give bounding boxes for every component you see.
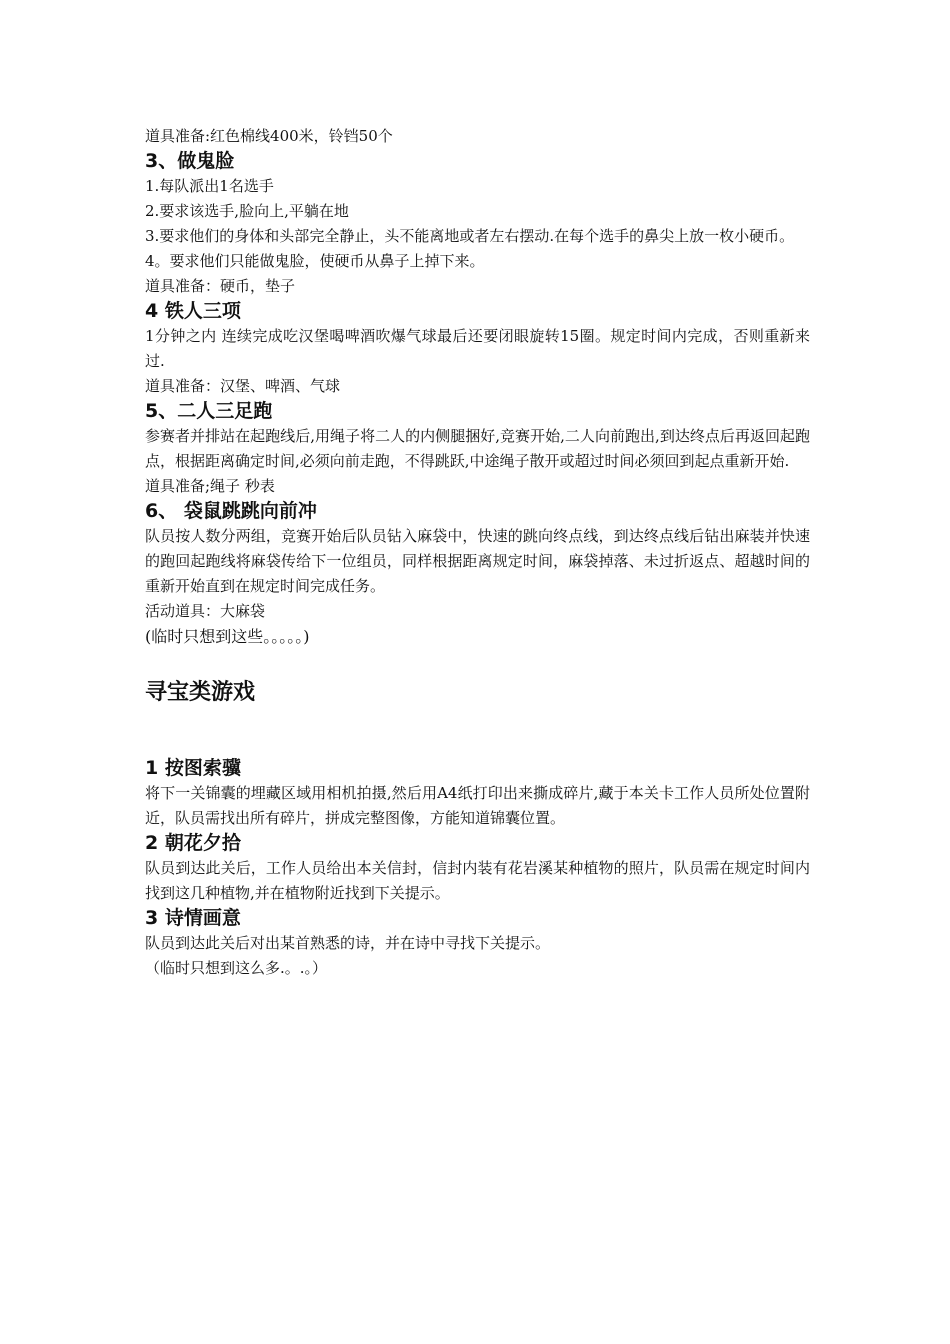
game-3-props: 道具准备：硬币，垫子 [145, 277, 296, 295]
game-3-line-2: 2.要求该选手,脸向上,平躺在地 [145, 202, 349, 220]
treasure-game-2-line-1: 队员到达此关后，工作人员给出本关信封，信封内装有花岩溪某种植物的照片，队员需在规定时间内找到这几种植物,并在植物附近找到下关提示。 [145, 859, 810, 902]
game-5-line-1: 参赛者并排站在起跑线后,用绳子将二人的内侧腿捆好,竞赛开始,二人向前跑出,到达终点后再返回起跑点，根据距离确定时间,必须向前走跑，不得跳跃,中途绳子散开或超过时间必须回到起点重新开始. [145, 427, 810, 470]
game-5-title: 5、二人三足跑 [145, 400, 273, 422]
game-4-title: 4 铁人三项 [145, 300, 241, 322]
treasure-game-3-line-1: 队员到达此关后对出某首熟悉的诗，并在诗中寻找下关提示。 [145, 934, 551, 952]
section-spacer [145, 708, 810, 756]
game-6-props: 活动道具：大麻袋 [145, 602, 266, 620]
treasure-game-1-title: 1 按图索骥 [145, 757, 241, 779]
closing-note-2: （临时只想到这么多.。.。） [145, 959, 328, 977]
game-6-title: 6、 袋鼠跳跳向前冲 [145, 500, 317, 522]
document-page [145, 124, 810, 981]
game-5-props: 道具准备;绳子 秒表 [145, 477, 275, 495]
game-3-title: 3、做鬼脸 [145, 150, 235, 172]
treasure-game-1-line-1: 将下一关锦囊的埋藏区域用相机拍摄,然后用A4纸打印出来撕成碎片,藏于本关卡工作人员所处位置附近，队员需找出所有碎片，拼成完整图像，方能知道锦囊位置。 [145, 784, 810, 827]
game-3-line-1: 1.每队派出1名选手 [145, 177, 274, 195]
game-6-line-1: 队员按人数分两组，竞赛开始后队员钻入麻袋中，快速的跳向终点线，到达终点线后钻出麻装并快速的跑回起跑线将麻袋传给下一位组员，同样根据距离规定时间，麻袋掉落、未过折返点、超越时间的重新开始直到在规定时间完成任务。 [145, 527, 810, 595]
game-3-line-4: 4。要求他们只能做鬼脸，使硬币从鼻子上掉下来。 [145, 252, 485, 270]
treasure-game-3-title: 3 诗情画意 [145, 907, 241, 929]
treasure-game-2-title: 2 朝花夕拾 [145, 832, 241, 854]
game-4-line-1: 1分钟之内 连续完成吃汉堡喝啤酒吹爆气球最后还要闭眼旋转15圈。规定时间内完成，否则重新来过. [145, 327, 810, 370]
game-3-line-3: 3.要求他们的身体和头部完全静止，头不能离地或者左右摆动.在每个选手的鼻尖上放一枚小硬币。 [145, 227, 795, 245]
closing-note-1: (临时只想到这些。。。。。) [145, 627, 310, 646]
treasure-section-title: 寻宝类游戏 [145, 680, 256, 705]
game-4-props: 道具准备：汉堡、啤酒、气球 [145, 377, 341, 395]
props-line: 道具准备:红色棉线400米，铃铛50个 [145, 127, 393, 145]
